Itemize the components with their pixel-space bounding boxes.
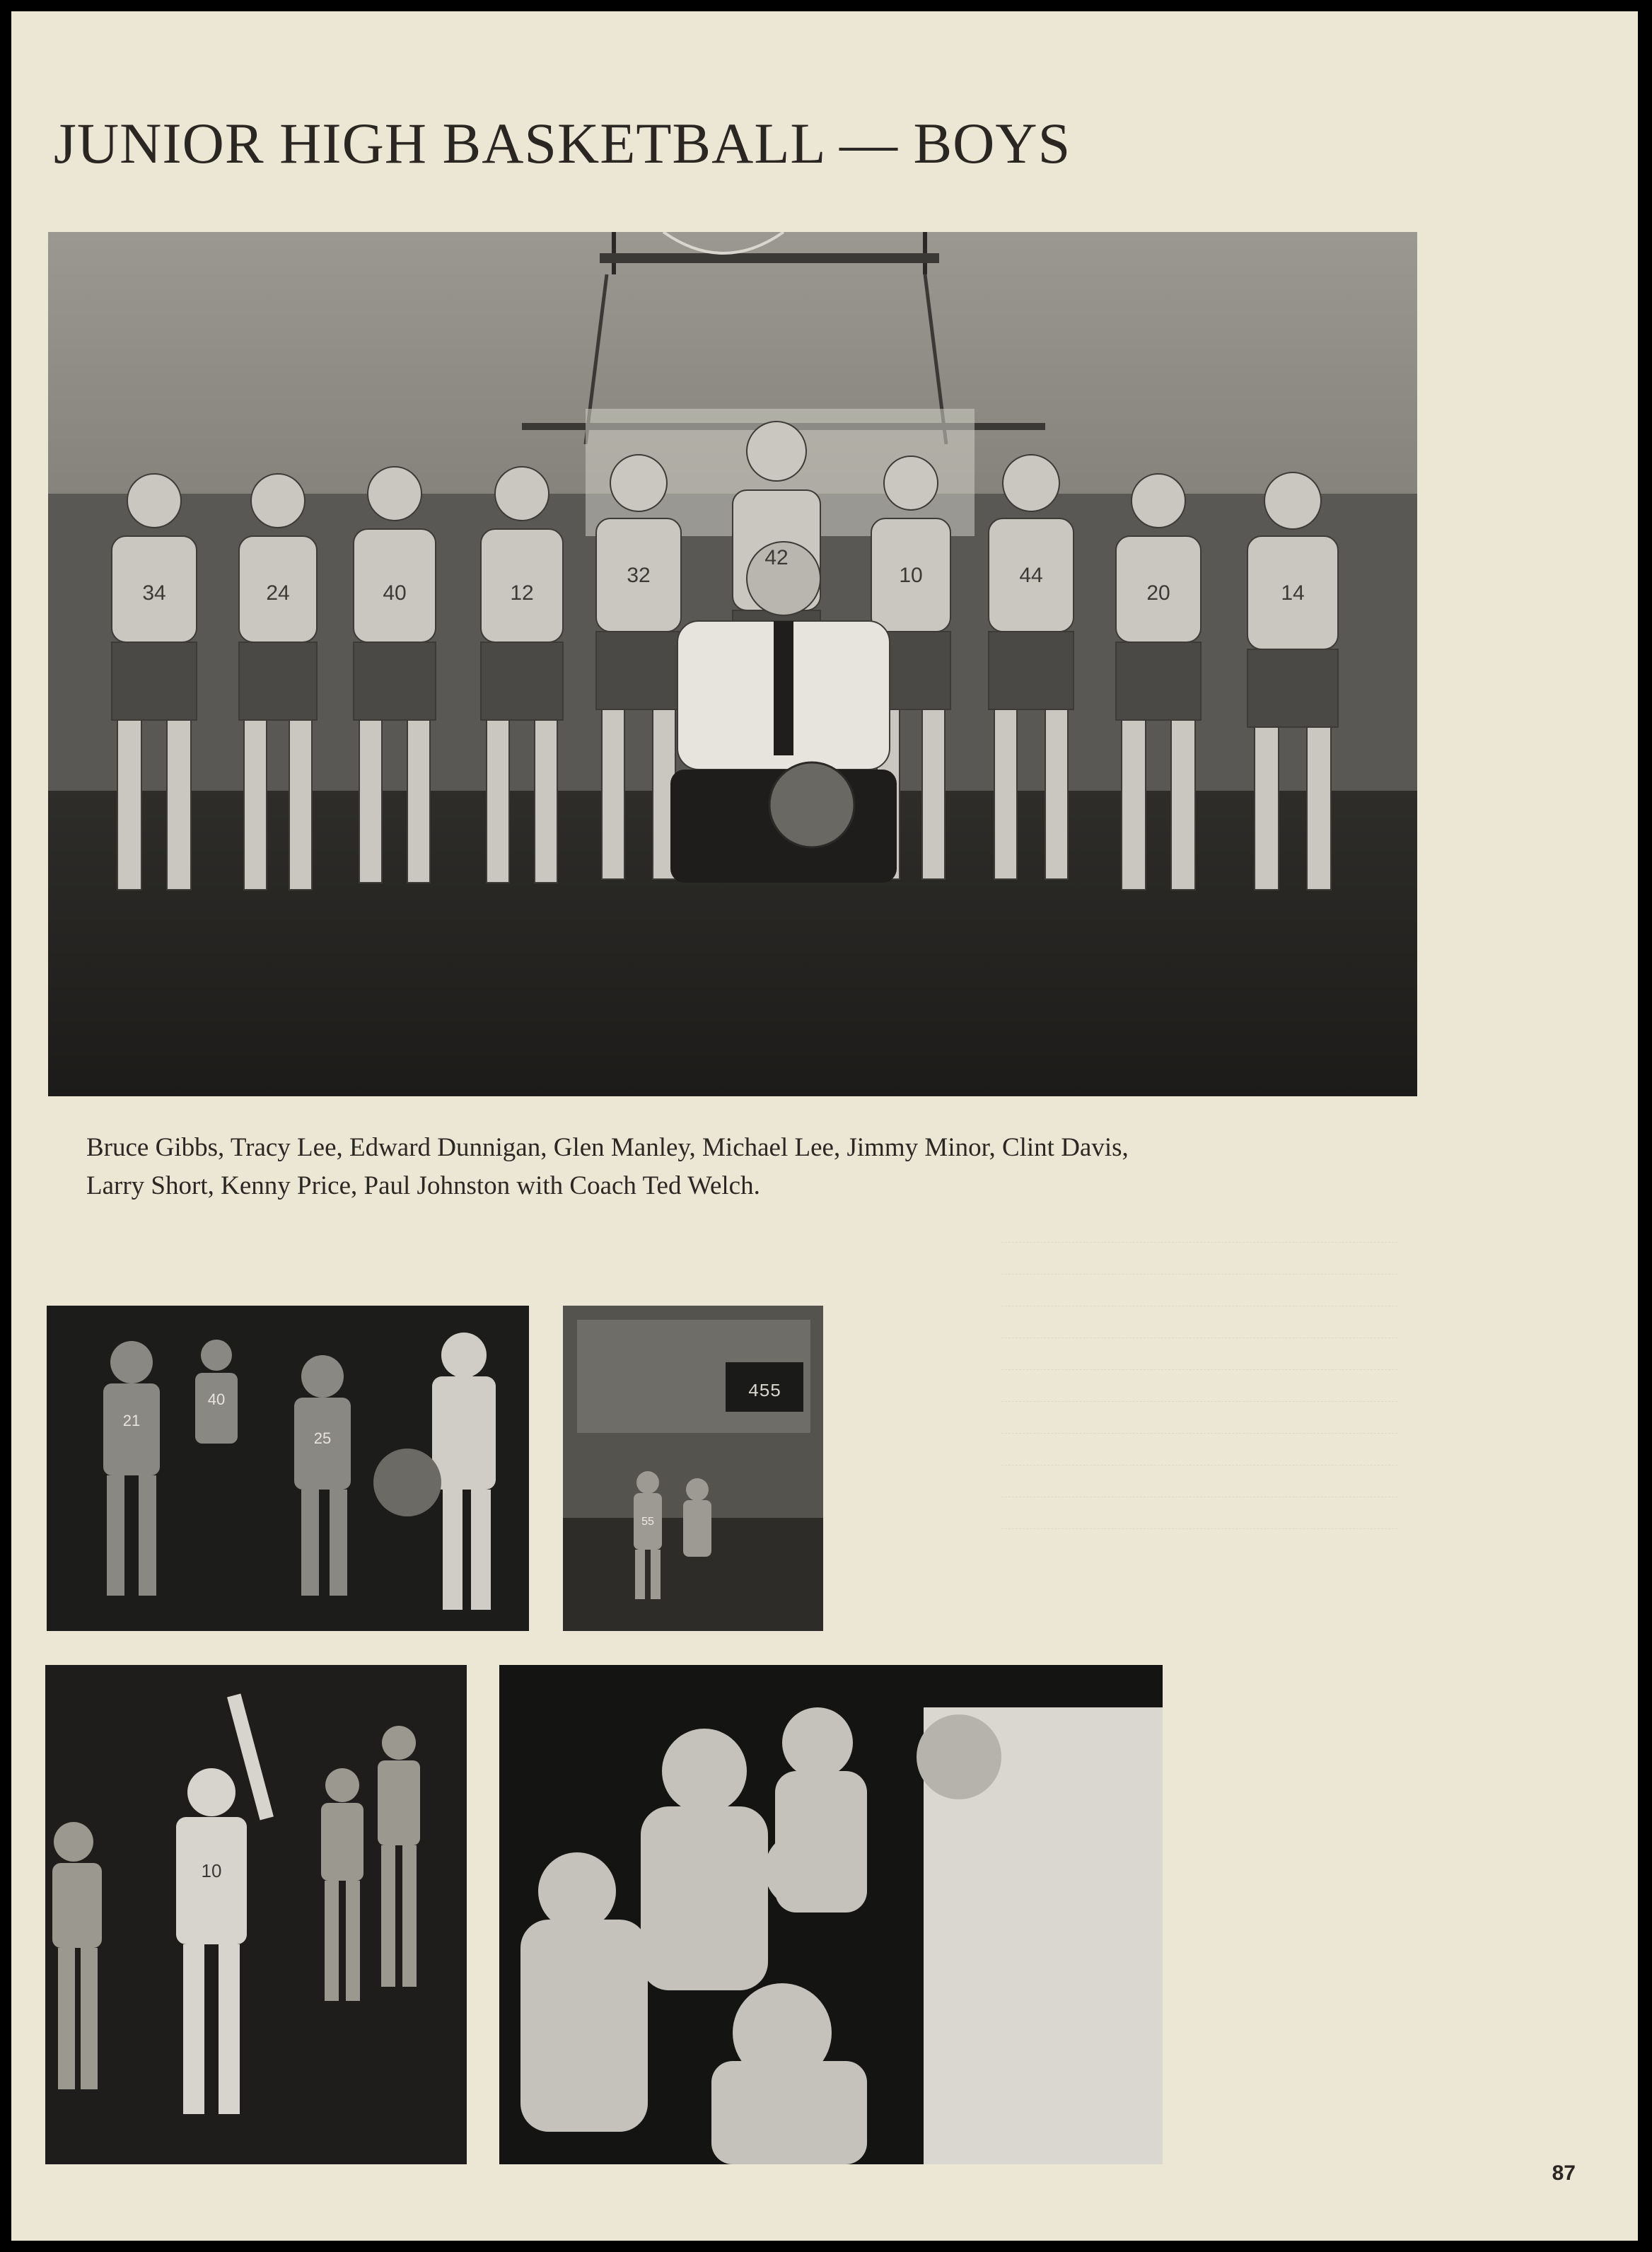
jersey-number: 40 [383, 581, 407, 605]
team-photo [48, 232, 1417, 1096]
jersey-number: 24 [266, 581, 290, 605]
jersey-number: 34 [142, 581, 166, 605]
scoreboard-readout: 455 [748, 1381, 781, 1402]
jersey-number: 44 [1019, 564, 1043, 587]
yearbook-page [11, 11, 1638, 2241]
page-number: 87 [1552, 2161, 1576, 2185]
jersey-number: 21 [122, 1412, 141, 1429]
jersey-number: 25 [313, 1429, 332, 1447]
jersey-number: 20 [1146, 581, 1170, 605]
jersey-number: 10 [899, 564, 923, 587]
action-photo-dribble [47, 1306, 529, 1631]
page-title: JUNIOR HIGH BASKETBALL — BOYS [54, 111, 1071, 175]
show-through-text [1001, 1214, 1397, 1532]
action-photo-free-throw-image [45, 1665, 467, 2164]
jersey-number: 14 [1281, 581, 1305, 605]
caption-line: Bruce Gibbs, Tracy Lee, Edward Dunnigan, Glen Manley, Michael Lee, Jimmy Minor, Clint Davis, [86, 1133, 1129, 1162]
caption-line: Larry Short, Kenny Price, Paul Johnston with Coach Ted Welch. [86, 1171, 760, 1200]
action-photo-scoreboard [563, 1306, 823, 1631]
action-photo-free-throw [45, 1665, 467, 2164]
action-photo-scoreboard-image [563, 1306, 823, 1631]
team-photo-image [48, 232, 1417, 1096]
huddle-photo [499, 1665, 1163, 2164]
jersey-number: 55 [641, 1516, 654, 1528]
jersey-number: 40 [207, 1391, 226, 1408]
action-photo-dribble-image [47, 1306, 529, 1631]
team-photo-caption [86, 1129, 1430, 1205]
huddle-photo-image [499, 1665, 1163, 2164]
jersey-number: 32 [627, 564, 651, 587]
jersey-number: 42 [764, 546, 789, 569]
jersey-number: 10 [201, 1860, 222, 1881]
jersey-number: 12 [510, 581, 534, 605]
